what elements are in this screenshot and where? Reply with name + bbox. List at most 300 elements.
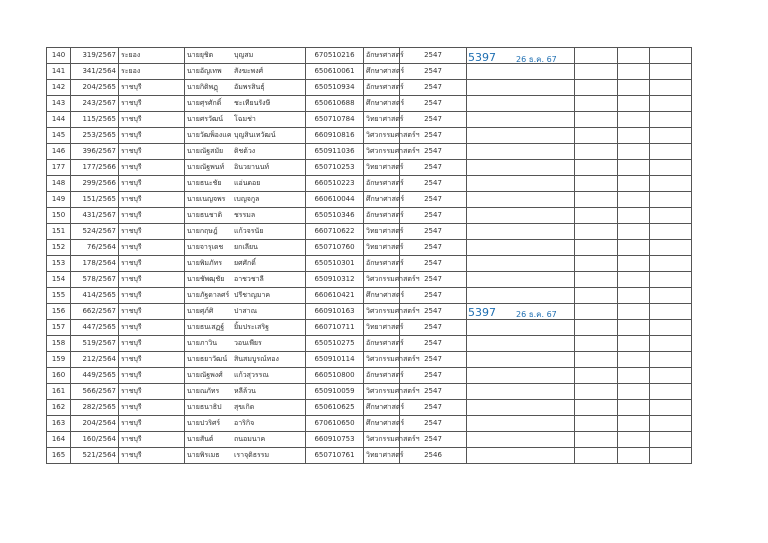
- full-name: [185, 288, 306, 304]
- faculty: วิศวกรรมศาสตร์ฯ: [364, 128, 400, 144]
- blank-cell: [650, 416, 692, 432]
- faculty: วิทยาศาสตร์: [364, 112, 400, 128]
- full-name: [185, 208, 306, 224]
- document-number: 341/2564: [71, 64, 119, 80]
- full-name: [185, 160, 306, 176]
- table-row: [47, 320, 692, 336]
- batch-number-cell: [467, 336, 575, 352]
- document-number: 204/2565: [71, 80, 119, 96]
- document-number: 578/2567: [71, 272, 119, 288]
- batch-date-2: 26 ธ.ค. 67: [516, 310, 557, 319]
- student-code: 650510346: [306, 208, 364, 224]
- table-row: [47, 256, 692, 272]
- full-name: [185, 80, 306, 96]
- faculty: วิศวกรรมศาสตร์ฯ: [364, 352, 400, 368]
- province: ราชบุรี: [119, 432, 185, 448]
- faculty: วิศวกรรมศาสตร์ฯ: [364, 304, 400, 320]
- blank-cell: [618, 256, 650, 272]
- batch-date-cell: [575, 208, 618, 224]
- row-number: 146: [47, 144, 71, 160]
- faculty: อักษรศาสตร์: [364, 48, 400, 64]
- full-name: [185, 336, 306, 352]
- year: 2547: [400, 128, 467, 144]
- first-name: นายภัฐดาลศร์: [187, 291, 230, 299]
- student-code: 660710711: [306, 320, 364, 336]
- document-number: 212/2564: [71, 352, 119, 368]
- full-name: [185, 416, 306, 432]
- last-name: สังฆะพงศ์: [234, 67, 264, 75]
- row-number: 144: [47, 112, 71, 128]
- first-name: นายกิติพฏุ: [187, 83, 218, 91]
- year: 2547: [400, 176, 467, 192]
- batch-date-cell: [575, 400, 618, 416]
- batch-date-cell: [575, 128, 618, 144]
- first-name: นายพิมภัทร: [187, 259, 223, 267]
- faculty: อักษรศาสตร์: [364, 208, 400, 224]
- faculty: ศึกษาศาสตร์: [364, 96, 400, 112]
- document-number: 299/2566: [71, 176, 119, 192]
- year: 2547: [400, 192, 467, 208]
- table-row: [47, 272, 692, 288]
- document-number: 115/2565: [71, 112, 119, 128]
- year: 2547: [400, 224, 467, 240]
- table-row: [47, 448, 692, 464]
- student-code: 650510301: [306, 256, 364, 272]
- batch-date-cell: [575, 256, 618, 272]
- province: ราชบุรี: [119, 416, 185, 432]
- last-name: ปาสาณ: [234, 307, 258, 315]
- batch-number-cell: [467, 448, 575, 464]
- student-code: 650710761: [306, 448, 364, 464]
- table-row: [47, 224, 692, 240]
- document-number: 319/2567: [71, 48, 119, 64]
- last-name: แอ่นดอย: [234, 179, 261, 187]
- student-code: 650610061: [306, 64, 364, 80]
- blank-cell: [650, 448, 692, 464]
- province: ราชบุรี: [119, 160, 185, 176]
- year: 2547: [400, 320, 467, 336]
- row-number: 161: [47, 384, 71, 400]
- batch-date-cell: [575, 160, 618, 176]
- student-code: 660610421: [306, 288, 364, 304]
- blank-cell: [618, 368, 650, 384]
- first-name: นายธยาวัฒน์: [187, 355, 228, 363]
- student-code: 660510223: [306, 176, 364, 192]
- full-name: [185, 64, 306, 80]
- student-code: 660610044: [306, 192, 364, 208]
- blank-cell: [650, 400, 692, 416]
- batch-number-cell: [467, 320, 575, 336]
- blank-cell: [650, 176, 692, 192]
- student-code: 650710784: [306, 112, 364, 128]
- batch-number-cell: [467, 368, 575, 384]
- batch-date-cell: [575, 272, 618, 288]
- row-number: 156: [47, 304, 71, 320]
- batch-number-cell: [467, 240, 575, 256]
- batch-number-1: 5397: [468, 51, 496, 64]
- row-number: 142: [47, 80, 71, 96]
- blank-cell: [618, 320, 650, 336]
- batch-date-cell: [575, 416, 618, 432]
- year: 2547: [400, 400, 467, 416]
- row-number: 155: [47, 288, 71, 304]
- blank-cell: [650, 112, 692, 128]
- first-name: นายพิรเมธ: [187, 451, 220, 459]
- table-row: [47, 96, 692, 112]
- year: 2547: [400, 144, 467, 160]
- batch-date-cell: [575, 48, 618, 64]
- blank-cell: [650, 336, 692, 352]
- table-row: [47, 368, 692, 384]
- year: 2547: [400, 64, 467, 80]
- year: 2547: [400, 256, 467, 272]
- faculty: วิทยาศาสตร์: [364, 160, 400, 176]
- faculty: วิศวกรรมศาสตร์ฯ: [364, 384, 400, 400]
- batch-date-cell: [575, 320, 618, 336]
- year: 2547: [400, 368, 467, 384]
- last-name: ยกเลียน: [234, 243, 258, 251]
- province: ราชบุรี: [119, 352, 185, 368]
- row-number: 157: [47, 320, 71, 336]
- faculty: ศึกษาศาสตร์: [364, 288, 400, 304]
- row-number: 149: [47, 192, 71, 208]
- row-number: 152: [47, 240, 71, 256]
- full-name: [185, 320, 306, 336]
- blank-cell: [650, 352, 692, 368]
- first-name: นายเนญจพร: [187, 195, 226, 203]
- document-number: 177/2566: [71, 160, 119, 176]
- table-row: [47, 64, 692, 80]
- first-name: นายอัญเทพ: [187, 67, 222, 75]
- province: ราชบุรี: [119, 336, 185, 352]
- blank-cell: [618, 128, 650, 144]
- batch-date-cell: [575, 64, 618, 80]
- last-name: แก้วสุวรรณ: [234, 371, 269, 379]
- first-name: นายธนชาติ: [187, 211, 223, 219]
- table-row: [47, 160, 692, 176]
- first-name: นายวัฒพ็องแค: [187, 131, 232, 139]
- batch-date-cell: [575, 224, 618, 240]
- records-table: [46, 47, 692, 464]
- full-name: [185, 240, 306, 256]
- table-row: [47, 336, 692, 352]
- document-number: 151/2565: [71, 192, 119, 208]
- batch-date-cell: [575, 336, 618, 352]
- first-name: นายยุชิต: [187, 51, 214, 59]
- last-name: วอนเพียร: [234, 339, 262, 347]
- document-number: 178/2564: [71, 256, 119, 272]
- batch-number-cell: [467, 416, 575, 432]
- province: ระยอง: [119, 48, 185, 64]
- faculty: ศึกษาศาสตร์: [364, 64, 400, 80]
- row-number: 164: [47, 432, 71, 448]
- batch-date-cell: [575, 352, 618, 368]
- student-code: 650510275: [306, 336, 364, 352]
- table-row: [47, 352, 692, 368]
- blank-cell: [618, 96, 650, 112]
- blank-cell: [618, 192, 650, 208]
- blank-cell: [650, 80, 692, 96]
- blank-cell: [618, 240, 650, 256]
- year: 2547: [400, 304, 467, 320]
- blank-cell: [618, 400, 650, 416]
- province: ราชบุรี: [119, 208, 185, 224]
- table-row: [47, 384, 692, 400]
- year: 2547: [400, 48, 467, 64]
- last-name: อาริกิจ: [234, 419, 255, 427]
- full-name: [185, 96, 306, 112]
- blank-cell: [618, 384, 650, 400]
- full-name: [185, 144, 306, 160]
- last-name: สุขเกิด: [234, 403, 255, 411]
- province: ราชบุรี: [119, 80, 185, 96]
- student-code: 660710622: [306, 224, 364, 240]
- batch-number-cell: [467, 160, 575, 176]
- year: 2547: [400, 416, 467, 432]
- full-name: [185, 128, 306, 144]
- student-code: 670610650: [306, 416, 364, 432]
- faculty: วิศวกรรมศาสตร์ฯ: [364, 272, 400, 288]
- table-row: [47, 432, 692, 448]
- student-code: 650610625: [306, 400, 364, 416]
- student-code: 660910816: [306, 128, 364, 144]
- document-number: 76/2564: [71, 240, 119, 256]
- year: 2547: [400, 384, 467, 400]
- document-number: 282/2565: [71, 400, 119, 416]
- student-code: 650610688: [306, 96, 364, 112]
- batch-number-cell: [467, 176, 575, 192]
- blank-cell: [650, 48, 692, 64]
- batch-number-cell: [467, 432, 575, 448]
- batch-number-cell: [467, 400, 575, 416]
- document-number: 396/2567: [71, 144, 119, 160]
- last-name: หลีล้วน: [234, 387, 256, 395]
- blank-cell: [650, 192, 692, 208]
- last-name: บุญสม: [234, 51, 254, 59]
- row-number: 153: [47, 256, 71, 272]
- last-name: บุญสินเทวัฒน์: [234, 131, 276, 139]
- table-row: [47, 112, 692, 128]
- blank-cell: [618, 304, 650, 320]
- document-number: 447/2565: [71, 320, 119, 336]
- student-code: 650710253: [306, 160, 364, 176]
- batch-number-2: 5397: [468, 306, 496, 319]
- first-name: นายณัฐพนท์: [187, 163, 225, 171]
- blank-cell: [650, 368, 692, 384]
- year: 2546: [400, 448, 467, 464]
- batch-date-cell: [575, 192, 618, 208]
- first-name: นายณภัทร: [187, 387, 220, 395]
- row-number: 148: [47, 176, 71, 192]
- faculty: ศึกษาศาสตร์: [364, 416, 400, 432]
- first-name: นายธนเสฏฐ์: [187, 323, 225, 331]
- batch-number-cell: [467, 192, 575, 208]
- document-number: 243/2567: [71, 96, 119, 112]
- batch-date-cell: [575, 240, 618, 256]
- batch-date-cell: [575, 80, 618, 96]
- first-name: นายศรวัฒน์: [187, 115, 224, 123]
- blank-cell: [650, 208, 692, 224]
- full-name: [185, 272, 306, 288]
- province: ราชบุรี: [119, 288, 185, 304]
- row-number: 163: [47, 416, 71, 432]
- last-name: อินวยานนท์: [234, 163, 270, 171]
- province: ระยอง: [119, 64, 185, 80]
- full-name: [185, 304, 306, 320]
- first-name: นายชัพฒุชัย: [187, 275, 225, 283]
- blank-cell: [650, 224, 692, 240]
- province: ราชบุรี: [119, 112, 185, 128]
- document-number: 449/2565: [71, 368, 119, 384]
- table-row: [47, 176, 692, 192]
- batch-date-1: 26 ธ.ค. 67: [516, 55, 557, 64]
- document-number: 519/2567: [71, 336, 119, 352]
- table-row: [47, 80, 692, 96]
- batch-number-cell: [467, 288, 575, 304]
- province: ราชบุรี: [119, 128, 185, 144]
- blank-cell: [650, 144, 692, 160]
- last-name: ชะเทียนรังษี: [234, 99, 271, 107]
- first-name: นายณัฐสมัย: [187, 147, 224, 155]
- first-name: นายธนะชัย: [187, 179, 222, 187]
- student-code: 650510934: [306, 80, 364, 96]
- year: 2547: [400, 272, 467, 288]
- faculty: วิศวกรรมศาสตร์ฯ: [364, 432, 400, 448]
- first-name: นายธนาธิป: [187, 403, 222, 411]
- blank-cell: [618, 80, 650, 96]
- last-name: ยิ้มประเสริฐ: [234, 323, 269, 331]
- student-code: 650910312: [306, 272, 364, 288]
- batch-number-cell: [467, 224, 575, 240]
- province: ราชบุรี: [119, 368, 185, 384]
- table-row: [47, 416, 692, 432]
- faculty: อักษรศาสตร์: [364, 336, 400, 352]
- table-row: [47, 208, 692, 224]
- last-name: อัมพรสินธุ์: [234, 83, 265, 91]
- year: 2547: [400, 352, 467, 368]
- first-name: นายศุรศักดิ์: [187, 99, 222, 107]
- document-number: 524/2567: [71, 224, 119, 240]
- full-name: [185, 224, 306, 240]
- full-name: [185, 384, 306, 400]
- faculty: อักษรศาสตร์: [364, 368, 400, 384]
- blank-cell: [650, 64, 692, 80]
- first-name: นายกฤษฎ์: [187, 227, 218, 235]
- row-number: 140: [47, 48, 71, 64]
- batch-number-cell: [467, 80, 575, 96]
- document-number: 204/2564: [71, 416, 119, 432]
- blank-cell: [650, 96, 692, 112]
- blank-cell: [650, 240, 692, 256]
- blank-cell: [618, 112, 650, 128]
- faculty: วิทยาศาสตร์: [364, 320, 400, 336]
- faculty: วิทยาศาสตร์: [364, 224, 400, 240]
- last-name: เบญจกูล: [234, 195, 260, 203]
- blank-cell: [618, 224, 650, 240]
- year: 2547: [400, 432, 467, 448]
- blank-cell: [618, 448, 650, 464]
- blank-cell: [618, 64, 650, 80]
- blank-cell: [618, 352, 650, 368]
- student-code: 650910059: [306, 384, 364, 400]
- full-name: [185, 368, 306, 384]
- table-row: [47, 128, 692, 144]
- full-name: [185, 48, 306, 64]
- blank-cell: [618, 416, 650, 432]
- batch-date-cell: [575, 176, 618, 192]
- batch-date-cell: [575, 96, 618, 112]
- table-row: [47, 304, 692, 320]
- last-name: ชรรมล: [234, 211, 256, 219]
- first-name: นายภาวิน: [187, 339, 218, 347]
- document-number: 431/2567: [71, 208, 119, 224]
- year: 2547: [400, 288, 467, 304]
- year: 2547: [400, 160, 467, 176]
- last-name: ถนอมนาค: [234, 435, 266, 443]
- document-number: 253/2565: [71, 128, 119, 144]
- batch-number-cell: [467, 256, 575, 272]
- batch-date-cell: [575, 432, 618, 448]
- blank-cell: [618, 336, 650, 352]
- table-row: [47, 192, 692, 208]
- full-name: [185, 448, 306, 464]
- full-name: [185, 432, 306, 448]
- full-name: [185, 176, 306, 192]
- blank-cell: [650, 128, 692, 144]
- student-code: 660510800: [306, 368, 364, 384]
- batch-date-cell: [575, 288, 618, 304]
- faculty: อักษรศาสตร์: [364, 176, 400, 192]
- batch-date-cell: [575, 144, 618, 160]
- blank-cell: [618, 288, 650, 304]
- last-name: เราจุติธรรม: [234, 451, 270, 459]
- blank-cell: [650, 320, 692, 336]
- row-number: 177: [47, 160, 71, 176]
- first-name: นายจารุเดช: [187, 243, 224, 251]
- row-number: 150: [47, 208, 71, 224]
- student-code: 660910753: [306, 432, 364, 448]
- table-row: [47, 48, 692, 64]
- faculty: ศึกษาศาสตร์: [364, 400, 400, 416]
- row-number: 162: [47, 400, 71, 416]
- student-code: 650911036: [306, 144, 364, 160]
- faculty: วิศวกรรมศาสตร์ฯ: [364, 144, 400, 160]
- row-number: 145: [47, 128, 71, 144]
- full-name: [185, 192, 306, 208]
- blank-cell: [650, 256, 692, 272]
- province: ราชบุรี: [119, 400, 185, 416]
- faculty: ศึกษาศาสตร์: [364, 192, 400, 208]
- first-name: นายสันต์: [187, 435, 214, 443]
- blank-cell: [618, 208, 650, 224]
- province: ราชบุรี: [119, 192, 185, 208]
- province: ราชบุรี: [119, 256, 185, 272]
- batch-number-cell: [467, 96, 575, 112]
- last-name: ยศศักดิ์: [234, 259, 256, 267]
- province: ราชบุรี: [119, 448, 185, 464]
- row-number: 165: [47, 448, 71, 464]
- year: 2547: [400, 112, 467, 128]
- province: ราชบุรี: [119, 240, 185, 256]
- full-name: [185, 112, 306, 128]
- blank-cell: [650, 304, 692, 320]
- row-number: 159: [47, 352, 71, 368]
- faculty: อักษรศาสตร์: [364, 256, 400, 272]
- document-number: 521/2564: [71, 448, 119, 464]
- province: ราชบุรี: [119, 384, 185, 400]
- last-name: ปรีชาญมาค: [234, 291, 271, 299]
- row-number: 158: [47, 336, 71, 352]
